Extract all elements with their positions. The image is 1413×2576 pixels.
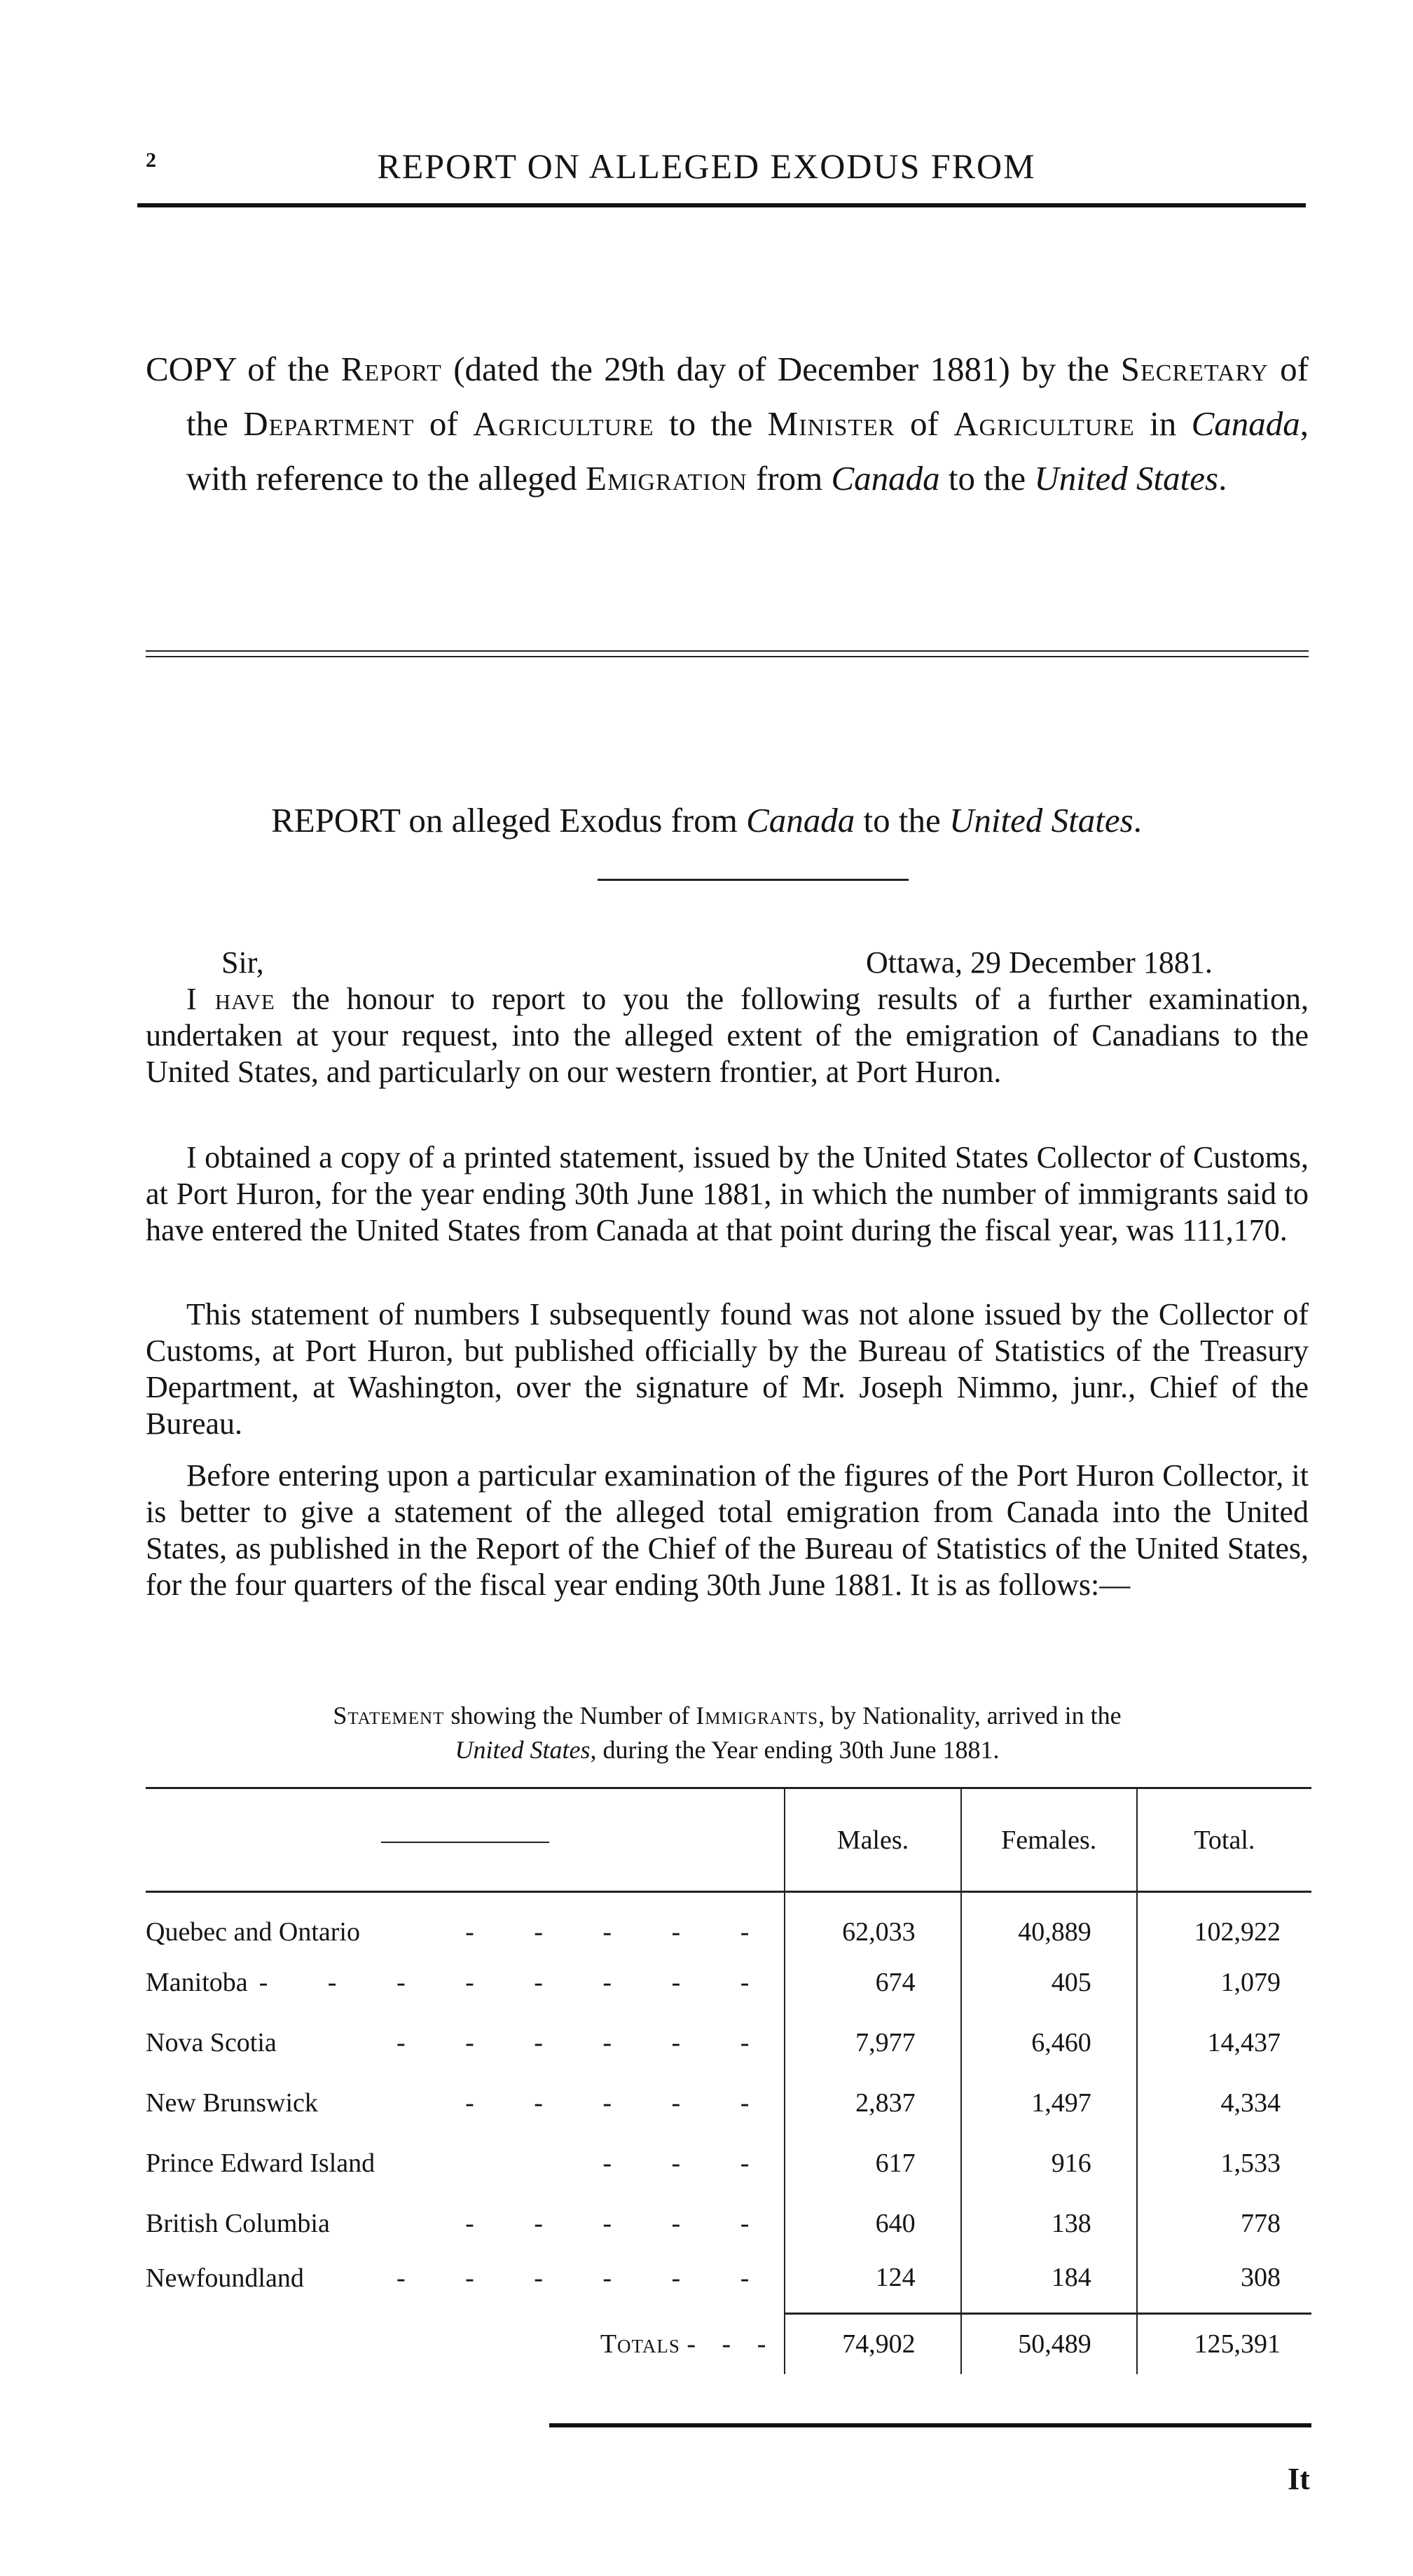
totals-label-cell	[146, 2314, 785, 2374]
dot-leaders: - - - - - -	[396, 2263, 776, 2293]
caption-statement-word: Statement	[333, 1701, 445, 1729]
province-name: Quebec and Ontario	[146, 1917, 360, 1947]
province-name: Prince Edward Island	[146, 2148, 375, 2178]
report-title-text: to the	[855, 801, 949, 840]
province-cell	[146, 2193, 785, 2254]
males-cell: 617	[785, 2133, 960, 2193]
copy-text: of	[895, 404, 954, 443]
province-name: Nova Scotia	[146, 2027, 277, 2057]
total-cell: 102,922	[1137, 1892, 1311, 1952]
copy-united-states-italic: United States	[1034, 459, 1219, 498]
copy-text: COPY of the	[146, 350, 341, 388]
copy-agriculture-word: Agriculture	[473, 404, 654, 443]
caption-immigrants-word: Immigrants	[696, 1701, 819, 1729]
totals-females: 50,489	[961, 2314, 1137, 2374]
paragraph-1	[146, 981, 1309, 1090]
dot-leaders: - - - - -	[465, 2208, 776, 2238]
total-cell: 4,334	[1137, 2073, 1311, 2133]
table-row	[146, 1952, 1311, 2013]
copy-text: .	[1218, 459, 1227, 498]
copy-agriculture-word: Agriculture	[953, 404, 1135, 443]
copy-text: to the	[939, 459, 1035, 498]
copy-text: from	[747, 459, 832, 498]
females-cell: 40,889	[961, 1892, 1137, 1952]
caption-text: , by Nationality, arrived in the	[818, 1701, 1122, 1729]
section-divider-bottom	[146, 656, 1309, 657]
males-cell: 2,837	[785, 2073, 960, 2133]
header-males: Males.	[785, 1788, 960, 1892]
copy-minister-word: Minister	[767, 404, 895, 443]
immigrants-table	[146, 1787, 1311, 2374]
header-total: Total.	[1137, 1788, 1311, 1892]
total-cell: 1,533	[1137, 2133, 1311, 2193]
females-cell: 916	[961, 2133, 1137, 2193]
total-cell: 14,437	[1137, 2013, 1311, 2073]
females-cell: 138	[961, 2193, 1137, 2254]
dot-leaders: - - - - - - - -	[259, 1967, 776, 1997]
table-row	[146, 2133, 1311, 2193]
paragraph-3: This statement of numbers I subsequently found was not alone issued by the Collector of Customs, at Port Huron, but published officially by the Bureau of Statistics of the Treasury Department, at Washington, over the signature of Mr. Joseph Nimmo, junr., Chief of the Bureau.	[146, 1297, 1309, 1441]
province-name: Newfoundland	[146, 2263, 304, 2293]
report-title-text: REPORT on alleged Exodus from	[271, 801, 747, 840]
province-name: Manitoba	[146, 1967, 248, 1997]
dot-leaders: - - -	[602, 2148, 776, 2178]
copy-canada-italic: Canada	[831, 459, 940, 498]
dot-leaders: - - - - -	[465, 2088, 776, 2118]
header-province-placeholder	[146, 1788, 785, 1892]
table-bottom-rule	[549, 2423, 1311, 2427]
dot-leaders: - - -	[687, 2329, 776, 2359]
copy-text: in	[1134, 404, 1192, 443]
totals-row	[146, 2314, 1311, 2374]
header-dash	[381, 1842, 549, 1843]
dot-leaders: - - - - - -	[396, 2027, 776, 2057]
females-cell: 6,460	[961, 2013, 1137, 2073]
copy-text: to the	[654, 404, 768, 443]
paragraph-4: Before entering upon a particular examination of the figures of the Port Huron Collector, it is better to give a statement of the alleged total emigration from Canada into the United States, as published in the Report of the Chief of the Bureau of Statistics of the United States, for the four quarters of the fiscal year ending 30th June 1881. It is as follows:—	[146, 1458, 1309, 1602]
caption-text: , during the Year ending 30th June 1881.	[590, 1736, 1000, 1764]
report-title	[0, 800, 1413, 840]
table-header-row	[146, 1788, 1311, 1892]
report-title-united-states: United States	[949, 801, 1133, 840]
copy-department-word: Department	[243, 404, 415, 443]
totals-label: Totals	[600, 2329, 680, 2359]
totals-total: 125,391	[1137, 2314, 1311, 2374]
females-cell: 405	[961, 1952, 1137, 2013]
females-cell: 184	[961, 2254, 1137, 2314]
header-rule	[137, 203, 1306, 207]
province-cell	[146, 2133, 785, 2193]
total-cell: 778	[1137, 2193, 1311, 2254]
catchword: It	[1288, 2462, 1310, 2496]
header-females: Females.	[961, 1788, 1137, 1892]
table-row	[146, 1892, 1311, 1952]
province-name: New Brunswick	[146, 2088, 318, 2118]
paragraph-1-text: the honour to report to you the following results of a further examination, undertaken at your request, into the alleged extent of the emigration of Canadians to the United States, and particularly on our western frontier, at Port Huron.	[146, 982, 1309, 1089]
page-number: 2	[146, 149, 156, 172]
title-rule	[598, 879, 909, 881]
table-row	[146, 2193, 1311, 2254]
province-cell	[146, 2254, 785, 2314]
province-cell	[146, 2013, 785, 2073]
province-cell	[146, 1952, 785, 2013]
caption-united-states: United States	[455, 1736, 591, 1764]
table-row	[146, 2013, 1311, 2073]
copy-text: of the	[186, 350, 1309, 443]
copy-report-word: Report	[340, 350, 442, 388]
table-row	[146, 2073, 1311, 2133]
totals-males: 74,902	[785, 2314, 960, 2374]
copy-text: of	[414, 404, 474, 443]
females-cell: 1,497	[961, 2073, 1137, 2133]
statement-caption	[146, 1699, 1309, 1767]
province-name: British Columbia	[146, 2208, 330, 2238]
salutation: Sir,	[221, 945, 264, 980]
paragraph-2: I obtained a copy of a printed statement, issued by the United States Collector of Customs, at Port Huron, for the year ending 30th June 1881, in which the number of immigrants said to have entered the United States from Canada at that point during the fiscal year, was 111,170.	[146, 1140, 1309, 1247]
table-row	[146, 2254, 1311, 2314]
report-title-canada: Canada	[746, 801, 855, 840]
province-cell	[146, 1892, 785, 1952]
copy-paragraph	[146, 342, 1309, 506]
total-cell: 308	[1137, 2254, 1311, 2314]
section-divider-top	[146, 650, 1309, 652]
males-cell: 62,033	[785, 1892, 960, 1952]
copy-canada-italic: Canada	[1191, 404, 1300, 443]
place-date: Ottawa, 29 December 1881.	[866, 945, 1213, 980]
dot-leaders: - - - - -	[465, 1917, 776, 1947]
total-cell: 1,079	[1137, 1952, 1311, 2013]
males-cell: 124	[785, 2254, 960, 2314]
males-cell: 640	[785, 2193, 960, 2254]
copy-secretary-word: Secretary	[1120, 350, 1269, 388]
report-title-text: .	[1133, 801, 1142, 840]
copy-text: , with reference to the alleged	[186, 404, 1309, 498]
running-title: REPORT ON ALLEGED EXODUS FROM	[377, 146, 1036, 186]
copy-emigration-word: Emigration	[586, 459, 747, 498]
males-cell: 674	[785, 1952, 960, 2013]
males-cell: 7,977	[785, 2013, 960, 2073]
province-cell	[146, 2073, 785, 2133]
caption-text: showing the Number of	[444, 1701, 696, 1729]
copy-text: (dated the 29th day of December 1881) by the	[441, 350, 1121, 388]
paragraph-1-lead: I have	[186, 982, 275, 1016]
